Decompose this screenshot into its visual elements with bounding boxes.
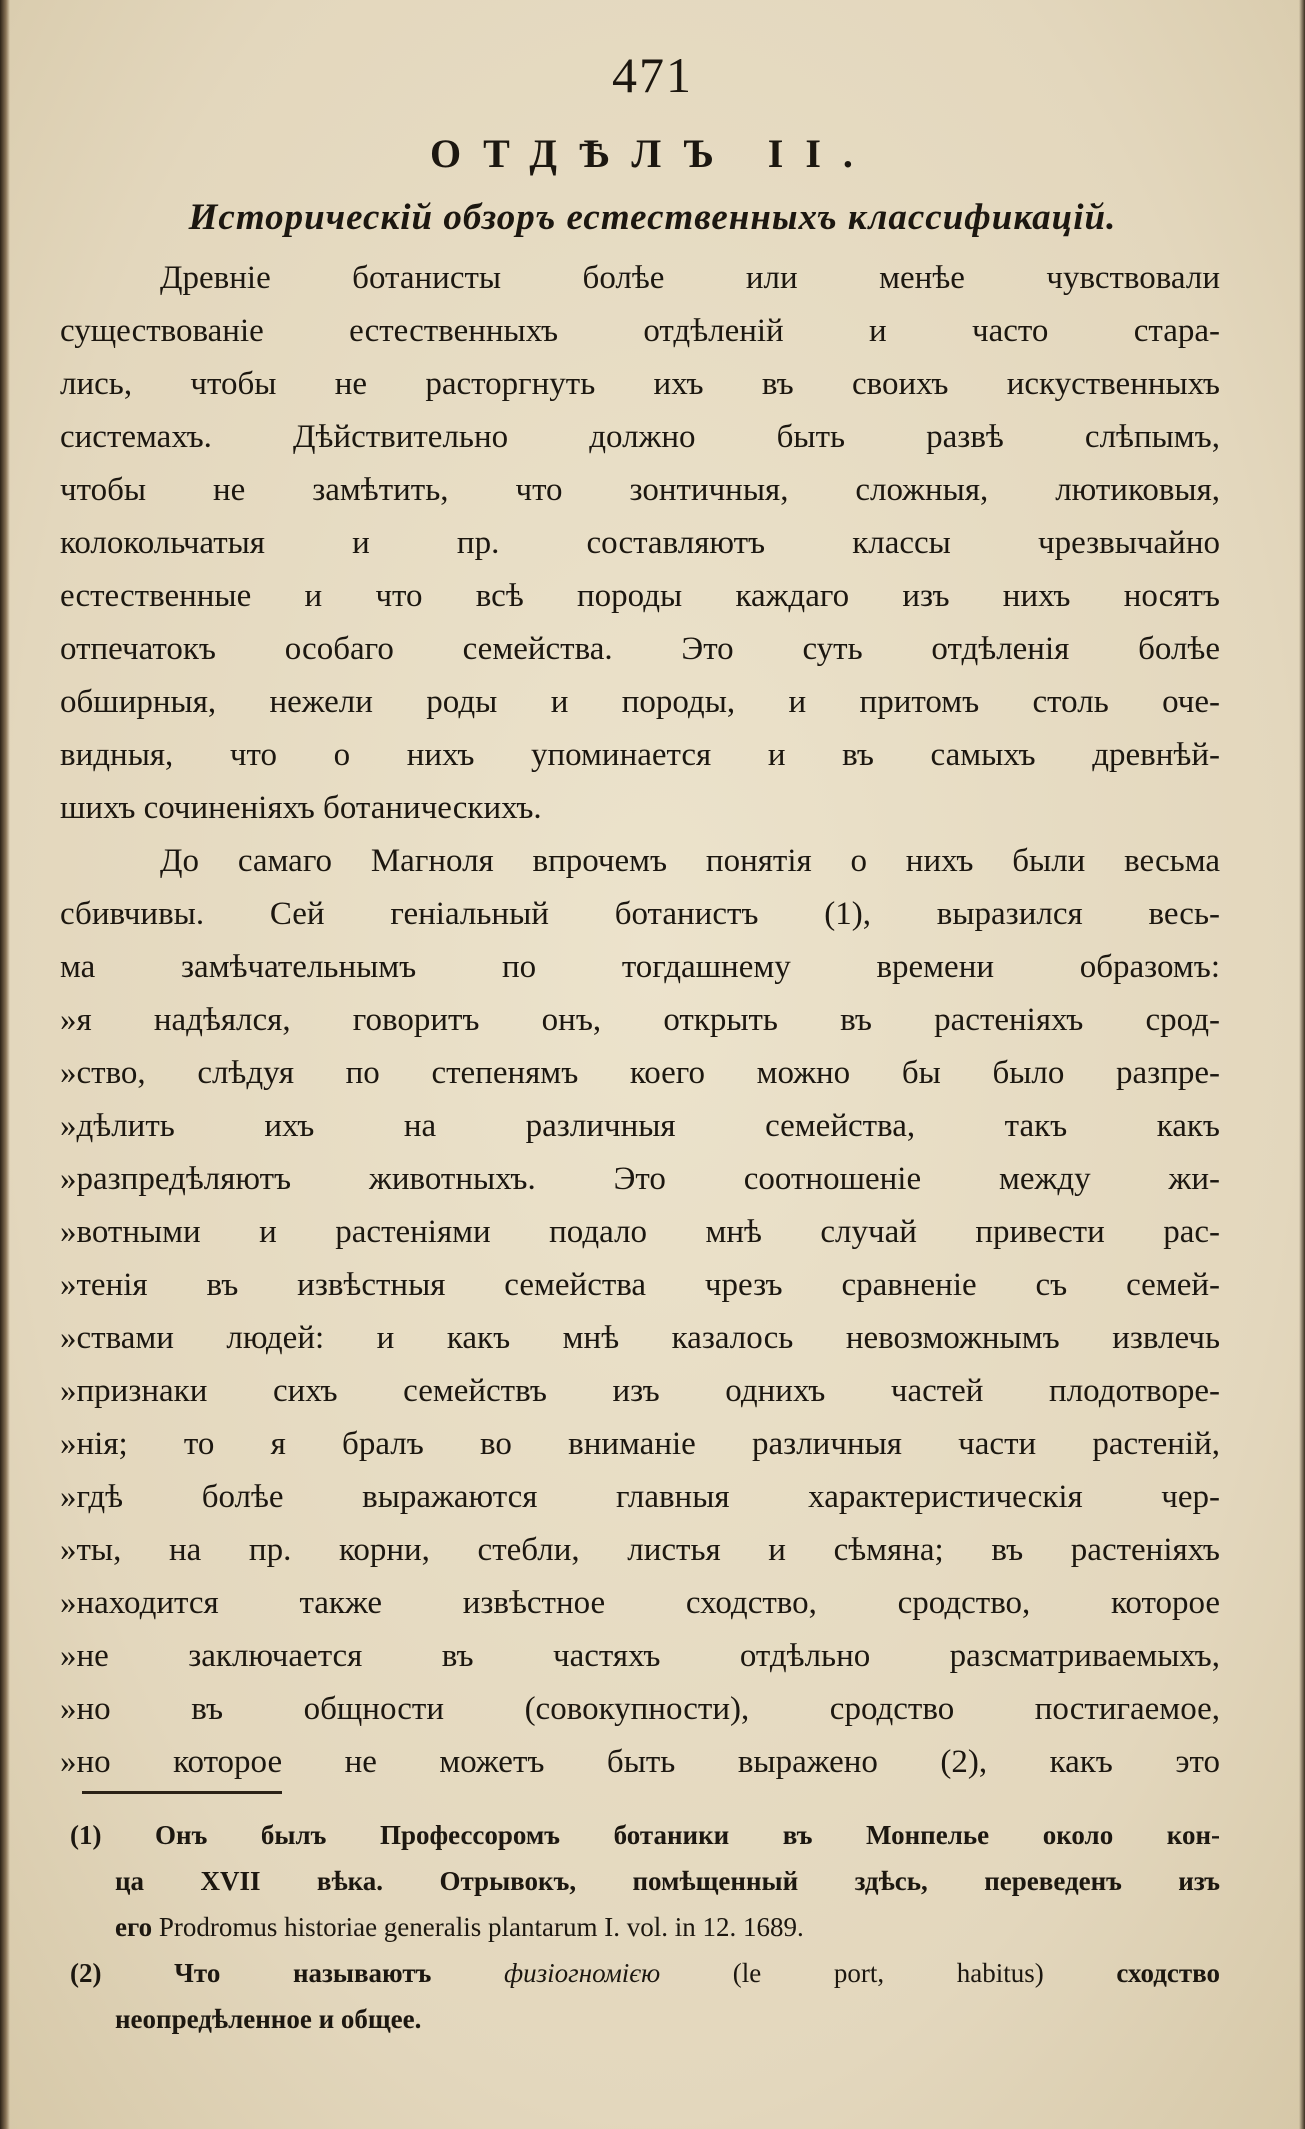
text-line: »ствами людей: и какъ мнѣ казалось невозможнымъ извлечь (60, 1320, 1220, 1356)
text-line: естественные и что всѣ породы каждаго изъ нихъ носятъ (60, 578, 1220, 614)
footnote-text: сходство (1116, 1958, 1220, 1988)
text-line: обширныя, нежели роды и породы, и притомъ столь оче- (60, 684, 1220, 720)
text-line: лись, чтобы не расторгнуть ихъ въ своихъ искуственныхъ (60, 366, 1220, 402)
footnote-text: его (115, 1912, 153, 1942)
text-line: »гдѣ болѣе выражаются главныя характеристическія чер- (60, 1479, 1220, 1515)
footnote-line (70, 1950, 1220, 1996)
paragraph-1 (60, 252, 1220, 835)
footnote-line: ца XVII вѣка. Отрывокъ, помѣщенный здѣсь, переведенъ изъ (115, 1866, 1220, 1896)
footnote-line: (1) Онъ былъ Профессоромъ ботаники въ Монпелье около кон- (70, 1820, 1220, 1850)
body-text (60, 252, 1220, 1789)
text-line: »находится также извѣстное сходство, сродство, которое (60, 1585, 1220, 1621)
text-line: »ты, на пр. корни, стебли, листья и сѣмяна; въ растеніяхъ (60, 1532, 1220, 1568)
text-line: существованіе естественныхъ отдѣленій и часто стара- (60, 313, 1220, 349)
section-subtitle: Историческій обзоръ естественныхъ классификацій. (188, 197, 1117, 238)
page-number: 471 (612, 47, 693, 103)
text-line: чтобы не замѣтить, что зонтичныя, сложныя, лютиковыя, (60, 472, 1220, 508)
text-line: »но которое не можетъ быть выражено (2), какъ это (60, 1744, 1220, 1780)
text-line: »разпредѣляютъ животныхъ. Это соотношеніе между жи- (60, 1161, 1220, 1197)
text-line: Древніе ботанисты болѣе или менѣе чувствовали (160, 260, 1220, 296)
text-line: »тенія въ извѣстныя семейства чрезъ сравненіе съ семей- (60, 1267, 1220, 1303)
footnote-rule (82, 1791, 282, 1794)
text-line: До самаго Магноля впрочемъ понятія о нихъ были весьма (160, 843, 1220, 879)
text-line: »я надѣялся, говоритъ онъ, открыть въ растеніяхъ срод- (60, 1002, 1220, 1038)
paragraph-2 (60, 835, 1220, 1789)
text-line: ма замѣчательнымъ по тогдашнему времени образомъ: (60, 949, 1220, 985)
page-edge-shadow-left (0, 0, 10, 2129)
text-line: шихъ сочиненіяхъ ботаническихъ. (60, 790, 542, 826)
text-line: »дѣлить ихъ на различныя семейства, такъ какъ (60, 1108, 1220, 1144)
text-line: »ство, слѣдуя по степенямъ коего можно бы было разпре- (60, 1055, 1220, 1091)
footnote-line (70, 1904, 1220, 1950)
text-line: отпечатокъ особаго семейства. Это суть отдѣленія болѣе (60, 631, 1220, 667)
footnote-emphasis: физіогномією (503, 1958, 661, 1988)
footnote-1 (70, 1812, 1220, 1950)
page-edge-shadow-right (1299, 0, 1305, 2129)
text-line: »признаки сихъ семействъ изъ однихъ частей плодотворе- (60, 1373, 1220, 1409)
footnote-line: неопредѣленное и общее. (115, 2004, 422, 2034)
text-line: »но въ общности (совокупности), сродство постигаемое, (60, 1691, 1220, 1727)
text-line: »не заключается въ частяхъ отдѣльно разсматриваемыхъ, (60, 1638, 1220, 1674)
text-line: видныя, что о нихъ упоминается и въ самыхъ древнѣй- (60, 737, 1220, 773)
footnote-latin-title: Prodromus historiae generalis plantarum I. vol. in 12. 1689. (158, 1912, 804, 1942)
footnotes (70, 1812, 1220, 2042)
text-line: колокольчатыя и пр. составляютъ классы чрезвычайно (60, 525, 1220, 561)
text-line: системахъ. Дѣйствительно должно быть развѣ слѣпымъ, (60, 419, 1220, 455)
footnote-2 (70, 1950, 1220, 2042)
section-heading: ОТДѢЛЪ II. (430, 131, 875, 176)
footnote-latin: (le port, habitus) (732, 1958, 1044, 1988)
text-line: »нія; то я бралъ во вниманіе различныя части растеній, (60, 1426, 1220, 1462)
footnote-text: (2) Что называютъ (70, 1958, 432, 1988)
text-line: сбивчивы. Сей геніальный ботанистъ (1), выразился весь- (60, 896, 1220, 932)
text-line: »вотными и растеніями подало мнѣ случай привести рас- (60, 1214, 1220, 1250)
